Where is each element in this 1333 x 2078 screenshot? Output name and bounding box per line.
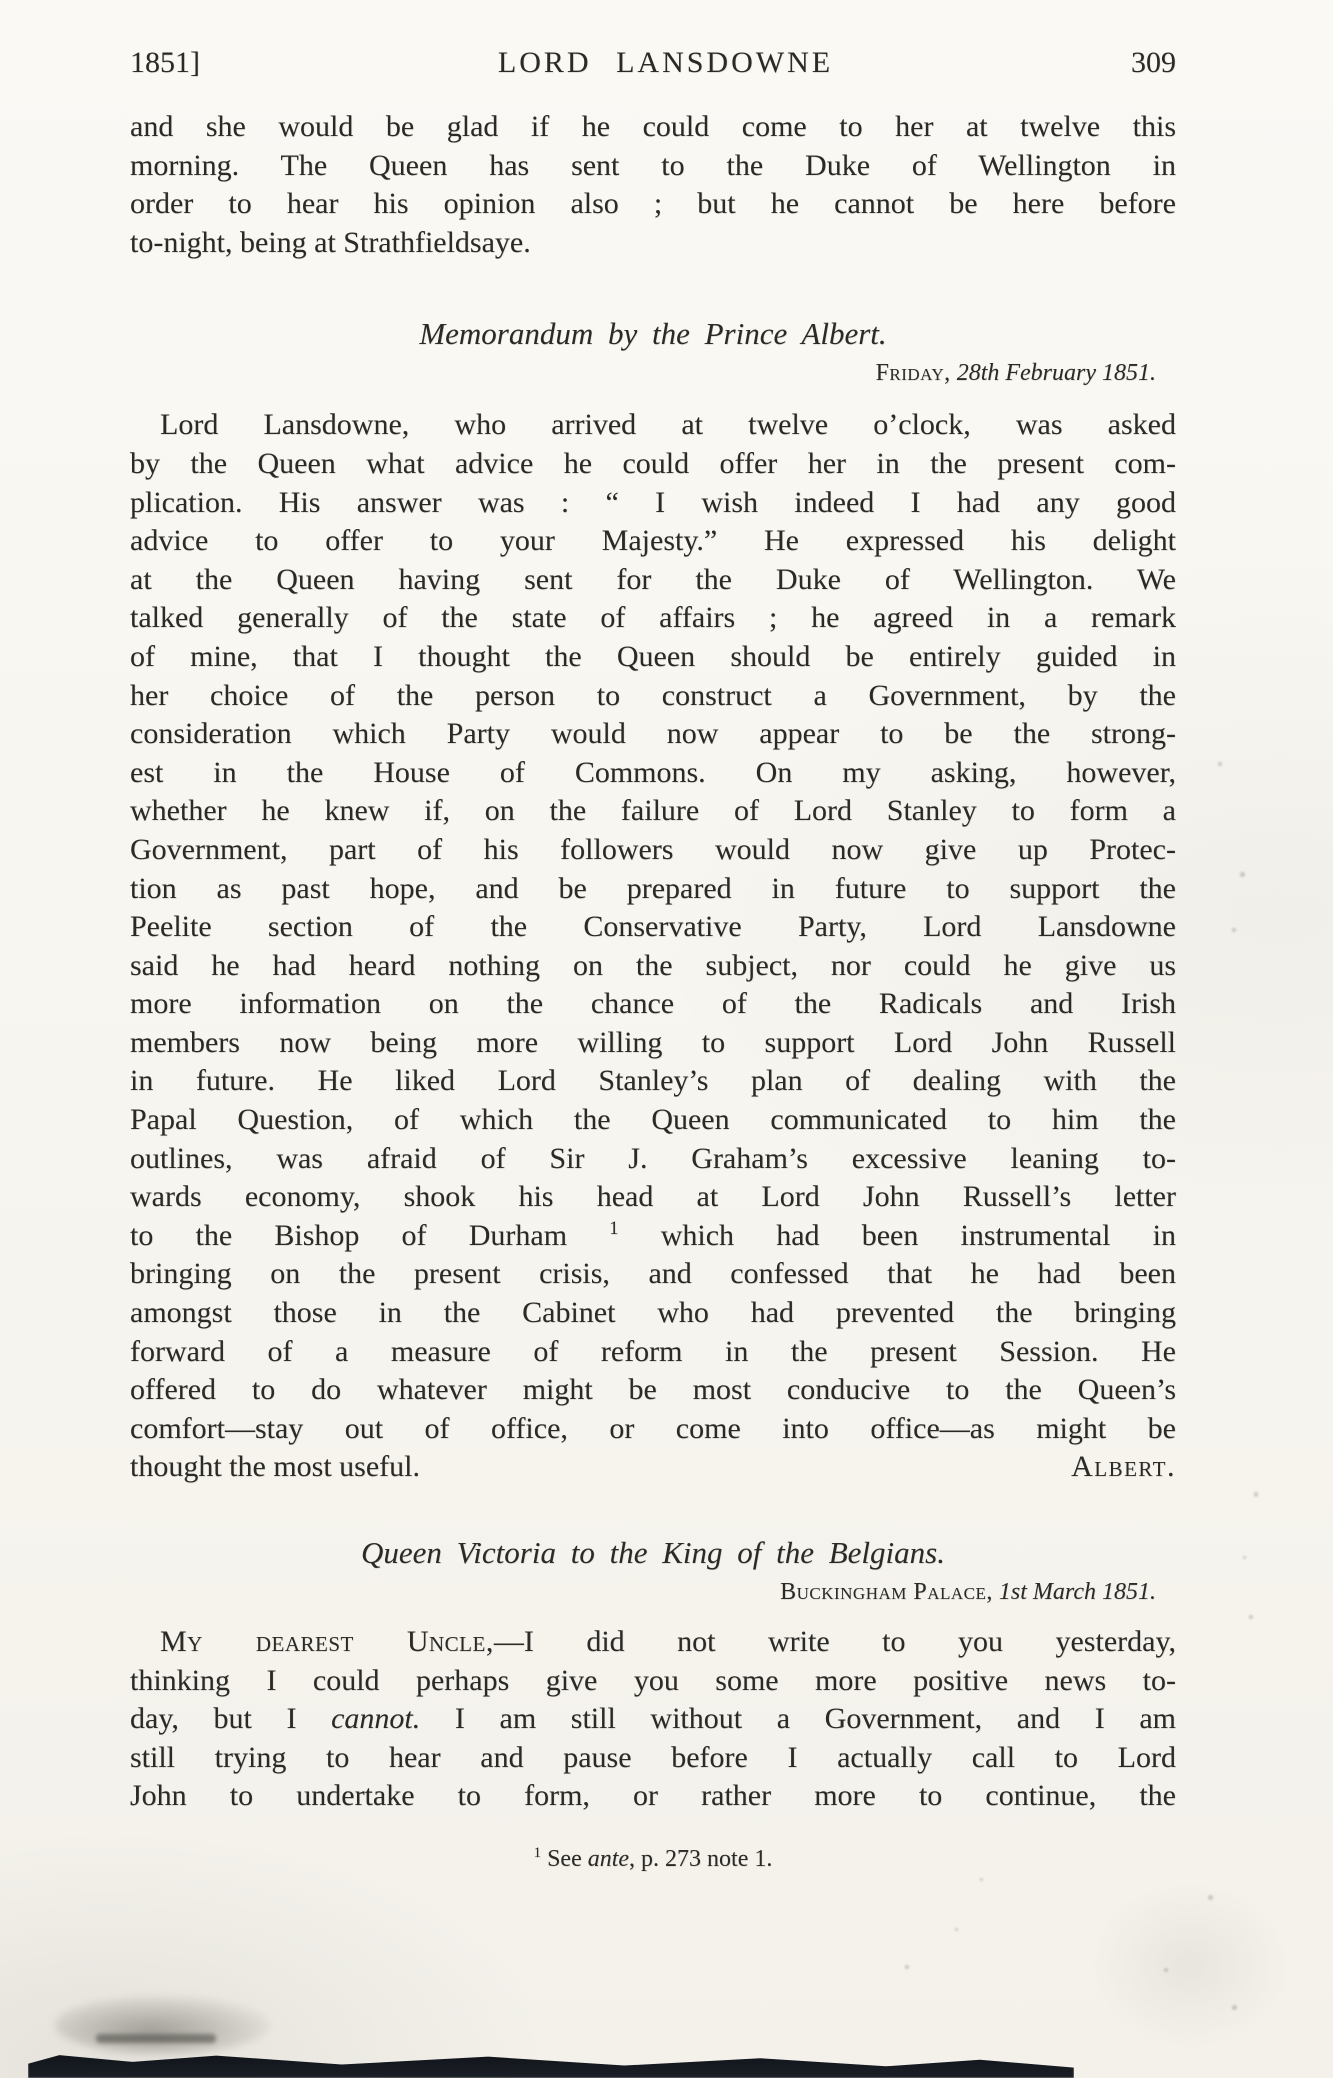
paragraph-intro (130, 108, 1176, 262)
text-line: plication. His answer was : “ I wish indeed I had any good (130, 485, 1176, 519)
paper-speck (1240, 872, 1245, 877)
footnote-italic: ante (587, 1845, 630, 1872)
paper-speck (1232, 2005, 1237, 2010)
text-line: Lord Lansdowne, who arrived at twelve o’clock, was asked (160, 408, 1176, 442)
paper-speck (1164, 1968, 1168, 1972)
text-line: by the Queen what advice he could offer her in the present com- (130, 446, 1176, 480)
text-line: in future. He liked Lord Stanley’s plan of dealing with the (130, 1064, 1176, 1098)
paper-speck (1232, 928, 1236, 932)
dateline-date: 28th February 1851. (950, 360, 1156, 387)
text-line: to-night, being at Strathfieldsaye. (130, 225, 531, 259)
page-content (130, 44, 1176, 1874)
dateline-date: 1st March 1851. (992, 1579, 1156, 1605)
paper-speck (1243, 1556, 1246, 1559)
memorandum-heading: Memorandum by the Prince Albert. (419, 316, 887, 352)
memorandum-dateline (130, 358, 1176, 388)
text-line: advice to offer to your Majesty.” He expressed his delight (130, 524, 1176, 558)
text-line: order to hear his opinion also ; but he cannot be here before (130, 187, 1176, 221)
scan-smudge-dark-mark (96, 2034, 216, 2043)
letter-line-3-pre: day, but I (130, 1702, 332, 1736)
salutation: My dearest Uncle, (160, 1625, 494, 1658)
year-marker: 1851] (130, 46, 200, 79)
footnote-marker: 1 (533, 1844, 542, 1861)
paper-stain-wash (1090, 1880, 1290, 2050)
text-line: said he had heard nothing on the subject, nor could he give us (130, 948, 1176, 982)
footnote-pre: See (541, 1845, 588, 1872)
running-title: LORD LANSDOWNE (497, 46, 834, 79)
text-line: members now being more willing to support Lord John Russell (130, 1025, 1176, 1059)
letter-line-4: still trying to hear and pause before I actually call to Lord (130, 1740, 1176, 1774)
text-line: morning. The Queen has sent to the Duke of Wellington in (130, 148, 1176, 182)
letter-line-1 (130, 1623, 1176, 1662)
letter-dateline (130, 1577, 1176, 1607)
memorandum-lines-a (130, 406, 1176, 1216)
letter-line-3-post: I am still without a Government, and I am (420, 1702, 1176, 1736)
letter-line-3 (130, 1700, 1176, 1739)
text-line: est in the House of Commons. On my asking, however, (130, 755, 1176, 789)
paper-speck (955, 1928, 958, 1931)
footnote (130, 1844, 1176, 1874)
paper-speck (905, 1965, 909, 1969)
memorandum-durham-line (130, 1217, 1176, 1256)
text-line: whether he knew if, on the failure of Lord Stanley to form a (130, 794, 1176, 828)
page-number: 309 (1130, 46, 1176, 79)
paper-speck (1249, 1615, 1253, 1619)
text-line: forward of a measure of reform in the present Session. He (130, 1334, 1176, 1368)
text-line: consideration which Party would now appear to be the strong- (130, 717, 1176, 751)
text-line: amongst those in the Cabinet who had prevented the bringing (130, 1296, 1176, 1330)
text-line: of mine, that I thought the Queen should be entirely guided in (130, 639, 1176, 673)
signature: Albert. (1071, 1450, 1176, 1484)
closing-text: thought the most useful. (130, 1450, 420, 1484)
letter-line-5: John to undertake to form, or rather more to continue, the (130, 1779, 1176, 1813)
footnote-post: , p. 273 note 1. (629, 1845, 773, 1872)
text-line: wards economy, shook his head at Lord John Russell’s letter (130, 1180, 1176, 1214)
page-header (130, 44, 1176, 82)
text-line: Papal Question, of which the Queen communicated to him the (130, 1103, 1176, 1137)
letter-body (130, 1623, 1176, 1816)
text-line: offered to do whatever might be most conducive to the Queen’s (130, 1373, 1176, 1407)
text-line: Government, part of his followers would now give up Protec- (130, 832, 1176, 866)
durham-post-text: which had been instrumental in (618, 1218, 1176, 1252)
dateline-day: Friday, (875, 360, 951, 387)
paper-speck (1254, 1492, 1258, 1497)
text-line: outlines, was afraid of Sir J. Graham’s excessive leaning to- (130, 1141, 1176, 1175)
paper-speck (1218, 762, 1222, 766)
text-line: comfort—stay out of office, or come into office—as might be (130, 1411, 1176, 1445)
durham-pre-text: to the Bishop of Durham (130, 1218, 610, 1252)
letter-line-3-italic: cannot. (331, 1702, 421, 1736)
text-line: tion as past hope, and be prepared in future to support the (130, 871, 1176, 905)
text-line: bringing on the present crisis, and confessed that he had been (130, 1257, 1176, 1291)
memorandum-closing-line (130, 1448, 1176, 1487)
text-line: talked generally of the state of affairs ; he agreed in a remark (130, 601, 1176, 635)
letter-line-2: thinking I could perhaps give you some more positive news to- (130, 1663, 1176, 1697)
memorandum-lines-b (130, 1255, 1176, 1448)
paper-speck (980, 1878, 983, 1881)
text-line: Peelite section of the Conservative Party, Lord Lansdowne (130, 910, 1176, 944)
text-line: at the Queen having sent for the Duke of Wellington. We (130, 562, 1176, 596)
memorandum-body (130, 406, 1176, 1487)
paper-speck (1208, 1895, 1213, 1900)
footnote-reference-marker: 1 (609, 1217, 619, 1239)
letter-line-1-rest: —I did not write to you yesterday, (493, 1625, 1176, 1658)
text-line: more information on the chance of the Radicals and Irish (130, 987, 1176, 1021)
letter-heading: Queen Victoria to the King of the Belgians. (361, 1535, 945, 1570)
scan-smudge (55, 1996, 270, 2054)
scan-edge-bar (28, 2052, 1074, 2078)
dateline-place: Buckingham Palace, (780, 1579, 993, 1605)
text-line: her choice of the person to construct a Government, by the (130, 678, 1176, 712)
text-line: and she would be glad if he could come to her at twelve this (130, 110, 1176, 143)
